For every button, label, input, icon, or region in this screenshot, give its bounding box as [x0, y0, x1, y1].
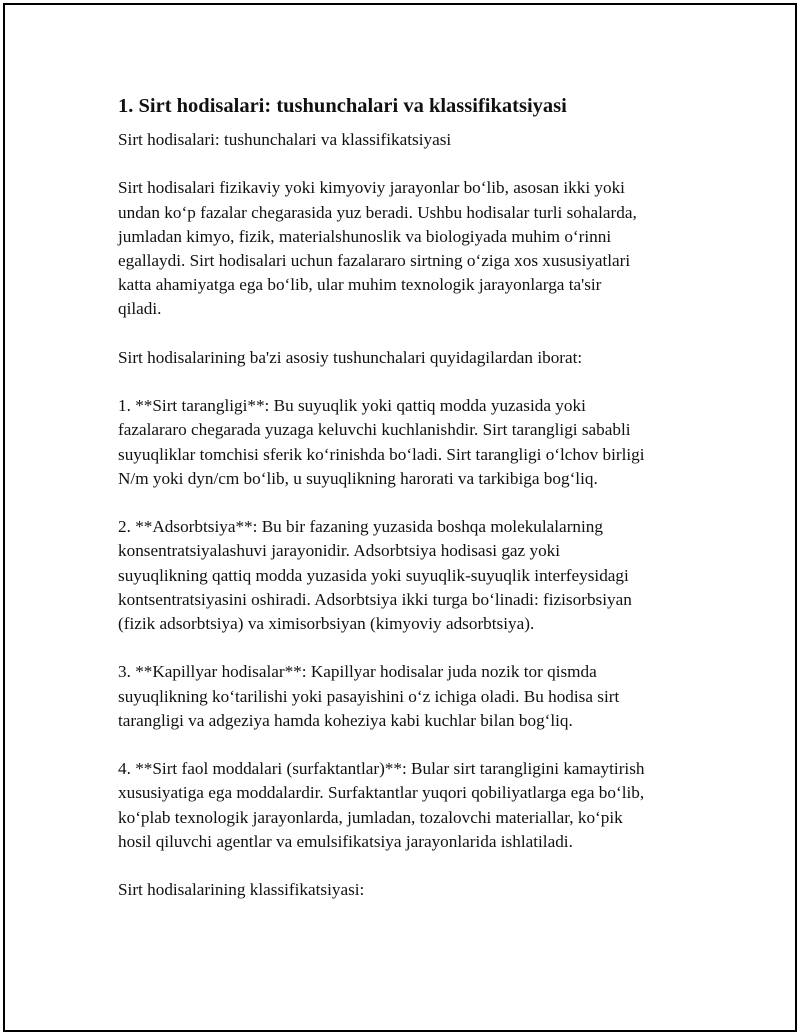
- item-capillary: [118, 660, 703, 733]
- text-line: tarangligi va adgeziya hamda koheziya kabi kuchlar bilan bog‘liq.: [118, 710, 573, 730]
- text-line: 1. **Sirt tarangligi**: Bu suyuqlik yoki qattiq modda yuzasida yoki: [118, 396, 586, 416]
- text-line: fazalararo chegarada yuzaga keluvchi kuchlanishdir. Sirt tarangligi sababli: [118, 420, 631, 440]
- text-line: undan ko‘p fazalar chegarasida yuz beradi. Ushbu hodisalar turli sohalarda,: [118, 202, 637, 222]
- text-line: Sirt hodisalari fizikaviy yoki kimyoviy jarayonlar bo‘lib, asosan ikki yoki: [118, 178, 625, 198]
- text-line: hosil qiluvchi agentlar va emulsifikatsiya jarayonlarida ishlatiladi.: [118, 831, 573, 851]
- text-line: Sirt hodisalarining ba'zi asosiy tushunchalari quyidagilardan iborat:: [118, 347, 583, 367]
- subtitle-paragraph: [118, 128, 703, 152]
- text-line: ko‘plab texnologik jarayonlarda, jumladan, tozalovchi materiallar, ko‘pik: [118, 807, 623, 827]
- document-body: [118, 92, 703, 927]
- section-heading: 1. Sirt hodisalari: tushunchalari va klassifikatsiyasi: [118, 95, 567, 117]
- text-line: Sirt hodisalarining klassifikatsiyasi:: [118, 880, 365, 900]
- text-line: konsentratsiyalashuvi jarayonidir. Adsorbtsiya hodisasi gaz yoki: [118, 541, 561, 561]
- intro-paragraph: [118, 176, 703, 321]
- text-line: kontsentratsiyasini oshiradi. Adsorbtsiya ikki turga bo‘linadi: fizisorbsiyan: [118, 589, 632, 609]
- text-line: jumladan kimyo, fizik, materialshunoslik va biologiyada muhim o‘rinni: [118, 226, 612, 246]
- text-line: 3. **Kapillyar hodisalar**: Kapillyar hodisalar juda nozik tor qismda: [118, 662, 597, 682]
- text-line: qiladi.: [118, 299, 162, 319]
- text-line: 2. **Adsorbtsiya**: Bu bir fazaning yuzasida boshqa molekulalarning: [118, 517, 603, 537]
- text-line: Sirt hodisalari: tushunchalari va klassifikatsiyasi: [118, 130, 452, 149]
- text-line: katta ahamiyatga ega bo‘lib, ular muhim texnologik jarayonlarga ta'sir: [118, 275, 602, 295]
- text-line: (fizik adsorbtsiya) va ximisorbsiyan (kimyoviy adsorbtsiya).: [118, 614, 535, 633]
- item-surface-tension: [118, 394, 703, 491]
- text-line: suyuqliklar tomchisi sferik ko‘rinishda bo‘ladi. Sirt tarangligi o‘lchov birligi: [118, 444, 645, 464]
- text-line: egallaydi. Sirt hodisalari uchun fazalararo sirtning o‘ziga xos xususiyatlari: [118, 251, 631, 270]
- text-line: xususiyatiga ega moddalardir. Surfaktantlar yuqori qobiliyatlarga ega bo‘lib,: [118, 783, 645, 803]
- concepts-intro-paragraph: [118, 346, 703, 370]
- text-line: suyuqlikning qattiq modda yuzasida yoki suyuqlik-suyuqlik interfeysidagi: [118, 565, 629, 585]
- text-line: 4. **Sirt faol moddalari (surfaktantlar)**: Bular sirt tarangligini kamaytirish: [118, 759, 645, 779]
- text-line: suyuqlikning ko‘tarilishi yoki pasayishini o‘z ichiga oladi. Bu hodisa sirt: [118, 686, 620, 706]
- classification-paragraph: [118, 878, 703, 902]
- item-adsorption: [118, 515, 703, 636]
- text-line: N/m yoki dyn/cm bo‘lib, u suyuqlikning harorati va tarkibiga bog‘liq.: [118, 468, 598, 488]
- item-surfactants: [118, 757, 703, 854]
